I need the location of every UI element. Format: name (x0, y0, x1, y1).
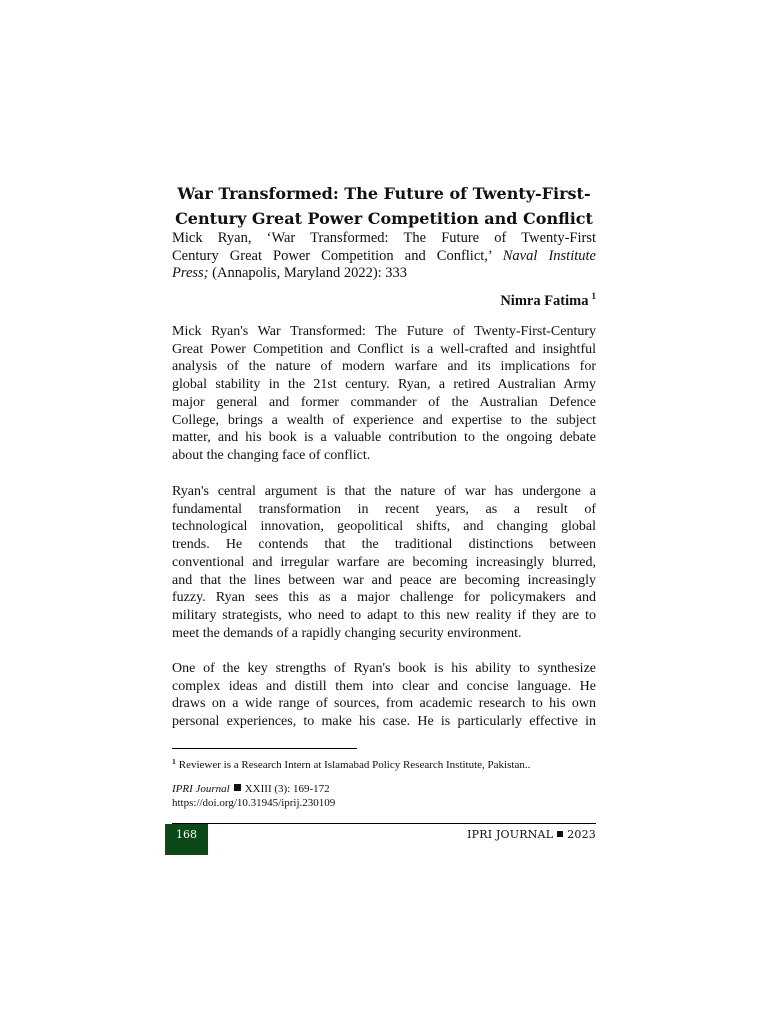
title-line: War Transformed: The Future of Twenty-First- (177, 184, 591, 203)
paragraph-line: Great Power Competition and Conflict is a well-crafted and insightful (172, 341, 596, 357)
body-paragraph (172, 483, 596, 642)
book-citation (172, 230, 596, 283)
paragraph-line: technological innovation, geopolitical shifts, and changing global (172, 519, 596, 535)
footnote-marker[interactable]: 1 (591, 291, 596, 301)
running-footer (467, 828, 596, 841)
citation-line (172, 248, 596, 266)
footnote-text: Reviewer is a Research Intern at Islamabad Policy Research Institute, Pakistan.. (178, 759, 531, 771)
citation-details: (Annapolis, Maryland 2022): 333 (212, 265, 408, 281)
paragraph-line: meet the demands of a rapidly changing security environment. (172, 625, 522, 641)
footnote (172, 755, 596, 772)
paragraph-line: military strategists, who need to adapt to this new reality if they are to (172, 607, 596, 623)
square-bullet-icon (234, 784, 241, 791)
journal-volume: XXIII (3): 169-172 (244, 783, 330, 795)
paragraph-line: College, brings a wealth of experience and expertise to the subject (172, 412, 596, 428)
footer-divider (172, 823, 596, 824)
paragraph-line: matter, and his book is a valuable contribution to the ongoing debate (172, 430, 596, 446)
paragraph-line: analysis of the nature of modern warfare and its implications for (172, 359, 596, 375)
paragraph-line: and that the lines between war and peace are becoming increasingly (172, 572, 596, 588)
citation-line (172, 265, 596, 283)
paragraph-line: fuzzy. Ryan sees this as a major challenge for policymakers and (172, 590, 596, 606)
article-title (172, 181, 596, 231)
footer-journal: IPRI JOURNAL (467, 828, 554, 841)
citation-line: Mick Ryan, ‘War Transformed: The Future of Twenty-First (172, 230, 596, 246)
paragraph-line: One of the key strengths of Ryan's book is his ability to synthesize (172, 661, 596, 676)
square-bullet-icon (557, 831, 563, 837)
publisher-name: Naval Institute (502, 247, 596, 264)
paragraph-line: conventional and irregular warfare are becoming increasingly blurred, (172, 554, 596, 570)
paragraph-line: Ryan's central argument is that the nature of war has undergone a (172, 484, 596, 499)
page-number-badge (165, 824, 208, 855)
journal-reference (172, 782, 335, 810)
author-byline (500, 287, 596, 310)
paragraph-line: trends. He contends that the traditional distinctions between (172, 537, 596, 553)
paragraph-line: fundamental transformation in recent years, as a result of (172, 501, 596, 517)
paragraph-line: draws on a wide range of sources, from academic research to his own (172, 696, 596, 712)
author-name: Nimra Fatima (500, 293, 589, 309)
paragraph-line: complex ideas and distill them into clear and concise language. He (172, 678, 596, 694)
paragraph-line: about the changing face of conflict. (172, 447, 371, 463)
footnote-divider (172, 748, 357, 749)
citation-text: Century Great Power Competition and Conflict,’ (172, 247, 492, 264)
body-paragraph (172, 323, 596, 465)
page-number: 168 (176, 828, 197, 841)
footnote-number: 1 (172, 757, 176, 766)
paragraph-line: global stability in the 21st century. Ryan, a retired Australian Army (172, 377, 596, 393)
publisher-name-cont: Press; (172, 265, 209, 281)
title-line: Century Great Power Competition and Conflict (175, 209, 593, 228)
paragraph-line: personal experiences, to make his case. He is particularly effective in (172, 714, 596, 730)
paragraph-line: major general and former commander of the Australian Defence (172, 394, 596, 410)
doi-link[interactable]: https://doi.org/10.31945/iprij.230109 (172, 797, 336, 809)
footer-year: 2023 (567, 828, 596, 841)
body-paragraph (172, 660, 596, 731)
journal-name: IPRI Journal (172, 783, 230, 795)
paragraph-line: Mick Ryan's War Transformed: The Future of Twenty-First-Century (172, 324, 596, 339)
